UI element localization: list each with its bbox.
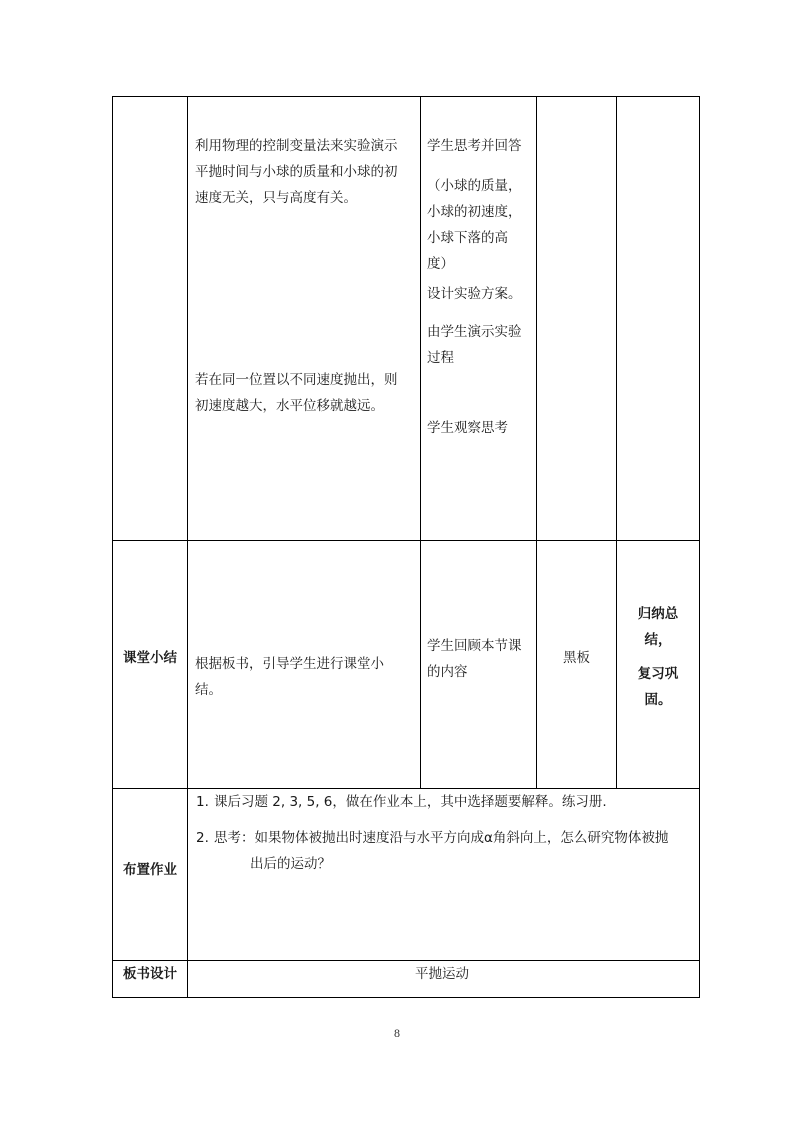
text-line: 度） xyxy=(427,256,454,272)
text-line: 小球的初速度， xyxy=(427,204,522,220)
text-line: 初速度越大，水平位移就越远。 xyxy=(195,398,384,414)
text-line: 结， xyxy=(644,632,672,648)
homework-item-2 xyxy=(196,825,668,851)
cell-media xyxy=(537,541,617,789)
homework-text-continuation: 出后的运动？ xyxy=(250,856,331,872)
text-line: 由学生演示实验 xyxy=(427,324,522,340)
cell-intent-empty xyxy=(617,97,700,541)
text-line: （小球的质量， xyxy=(427,178,522,194)
cell-intent xyxy=(617,541,700,789)
text-line: 归纳总 xyxy=(637,606,679,622)
section-label-summary: 课堂小结 xyxy=(123,650,177,666)
summary-intent xyxy=(617,601,699,713)
text-line: 学生回顾本节课 xyxy=(427,638,522,654)
table-row-board xyxy=(113,961,700,998)
homework-number: 2. xyxy=(196,830,209,846)
student-think-answer: 学生思考并回答 xyxy=(427,138,522,154)
board-title: 平抛运动 xyxy=(415,966,469,982)
homework-item-1 xyxy=(196,789,607,815)
cell-section-label xyxy=(113,961,188,998)
text-line: 复习巩 xyxy=(637,666,679,682)
cell-media-empty xyxy=(537,97,617,541)
text-line: 平抛时间与小球的质量和小球的初 xyxy=(195,164,398,180)
student-demo xyxy=(427,319,522,371)
cell-section-empty xyxy=(113,97,188,541)
content-paragraph-control-variable xyxy=(195,133,398,211)
text-line: 固。 xyxy=(644,692,672,708)
cell-section-label xyxy=(113,789,188,961)
text-line: 的内容 xyxy=(427,664,468,680)
cell-section-label xyxy=(113,541,188,789)
text-line: 速度无关，只与高度有关。 xyxy=(195,190,357,206)
table-row-homework xyxy=(113,789,700,961)
table-row-summary xyxy=(113,541,700,789)
text-line: 利用物理的控制变量法来实验演示 xyxy=(195,138,398,154)
text-line: 结。 xyxy=(195,682,222,698)
section-label-board: 板书设计 xyxy=(123,966,177,982)
media-blackboard: 黑板 xyxy=(563,650,590,666)
student-design-plan: 设计实验方案。 xyxy=(427,286,522,302)
cell-student-activity xyxy=(421,97,537,541)
lesson-plan-table xyxy=(112,96,700,998)
homework-text: 课后习题 2, 3, 5, 6，做在作业本上，其中选择题要解释。练习册. xyxy=(214,794,607,810)
table-row-experiment xyxy=(113,97,700,541)
summary-student xyxy=(427,633,522,685)
student-factors xyxy=(427,173,522,277)
text-line: 小球下落的高 xyxy=(427,230,508,246)
text-line: 若在同一位置以不同速度抛出，则 xyxy=(195,372,398,388)
cell-homework-content xyxy=(188,789,700,961)
section-label-homework: 布置作业 xyxy=(123,862,177,878)
summary-content xyxy=(195,651,384,703)
student-observe: 学生观察思考 xyxy=(427,420,508,436)
homework-text: 思考：如果物体被抛出时速度沿与水平方向成α角斜向上，怎么研究物体被抛 xyxy=(214,830,669,846)
cell-board-content xyxy=(188,961,700,998)
text-line: 根据板书，引导学生进行课堂小 xyxy=(195,656,384,672)
content-paragraph-initial-speed xyxy=(195,367,398,419)
homework-number: 1. xyxy=(196,794,209,810)
cell-student-activity xyxy=(421,541,537,789)
page-number: 8 xyxy=(394,1026,400,1040)
cell-teaching-content xyxy=(188,97,421,541)
cell-teaching-content xyxy=(188,541,421,789)
text-line: 过程 xyxy=(427,350,454,366)
